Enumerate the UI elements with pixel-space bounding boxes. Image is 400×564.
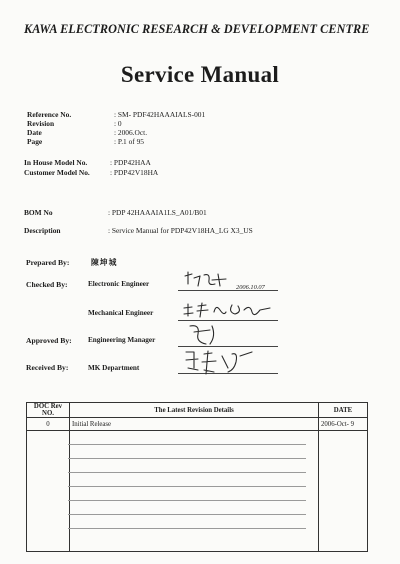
table-rule — [68, 472, 306, 473]
customer-model-label: Customer Model No. — [24, 168, 90, 177]
revision-value: : 0 — [114, 119, 122, 128]
description-label: Description — [24, 226, 61, 235]
table-row — [27, 418, 368, 431]
bom-value: : PDP 42HAAAIA1LS_A01/B01 — [108, 208, 207, 217]
table-row — [27, 467, 368, 479]
mk-department-signature — [182, 348, 258, 378]
revision-table-header — [27, 403, 368, 418]
table-rule — [68, 514, 306, 515]
engineering-manager-label: Engineering Manager — [88, 336, 156, 344]
revision-details-cell: Initial Release — [70, 418, 319, 431]
received-by-label: Received By: — [26, 363, 69, 372]
table-row — [27, 491, 368, 503]
customer-model-value: : PDP42V18HA — [110, 168, 159, 177]
checked-by-label: Checked By: — [26, 280, 68, 289]
engineering-manager-signature — [184, 322, 224, 348]
mechanical-engineer-signature — [180, 300, 276, 322]
approved-by-label: Approved By: — [26, 336, 72, 345]
revision-number-cell: 0 — [27, 418, 70, 431]
table-row — [27, 431, 368, 444]
mk-department-label: MK Department — [88, 364, 140, 372]
electronic-engineer-label: Electronic Engineer — [88, 280, 150, 288]
table-row — [27, 515, 368, 527]
in-house-model-value: : PDP42HAA — [110, 158, 151, 167]
date-value: : 2006.Oct. — [114, 128, 148, 137]
doc-rev-header: DOC Rev NO. — [27, 403, 70, 418]
table-row — [27, 539, 368, 552]
table-row — [27, 455, 368, 467]
description-value: : Service Manual for PDP42V18HA_LG X3_US — [108, 226, 253, 235]
bom-label: BOM No — [24, 208, 53, 217]
mechanical-engineer-label: Mechanical Engineer — [88, 309, 154, 317]
reference-no-value: : SM- PDF42HAAAIALS-001 — [114, 110, 206, 119]
electronic-engineer-date: 2006.10.07 — [236, 284, 265, 291]
table-rule — [68, 528, 306, 529]
organization-header: KAWA ELECTRONIC RESEARCH & DEVELOPMENT CENTRE — [24, 22, 370, 36]
date-label: Date — [27, 128, 42, 137]
reference-no-label: Reference No. — [27, 110, 72, 119]
revision-label: Revision — [27, 119, 55, 128]
page-label: Page — [27, 137, 43, 146]
table-row — [27, 479, 368, 491]
revision-details-header: The Latest Revision Details — [70, 403, 319, 418]
revision-table — [26, 402, 368, 552]
table-rule — [68, 486, 306, 487]
document-title: Service Manual — [120, 62, 280, 87]
prepared-by-label: Prepared By: — [26, 258, 70, 267]
table-rule — [68, 444, 306, 445]
electronic-engineer-signature — [182, 270, 232, 292]
page-value: : P.1 of 95 — [114, 137, 144, 146]
date-header: DATE — [319, 403, 368, 418]
table-rule — [68, 500, 306, 501]
table-rule — [68, 458, 306, 459]
prepared-by-name: 陳坤城 — [91, 258, 118, 267]
revision-date-cell: 2006-Oct- 9 — [319, 418, 368, 431]
in-house-model-label: In House Model No. — [24, 158, 88, 167]
